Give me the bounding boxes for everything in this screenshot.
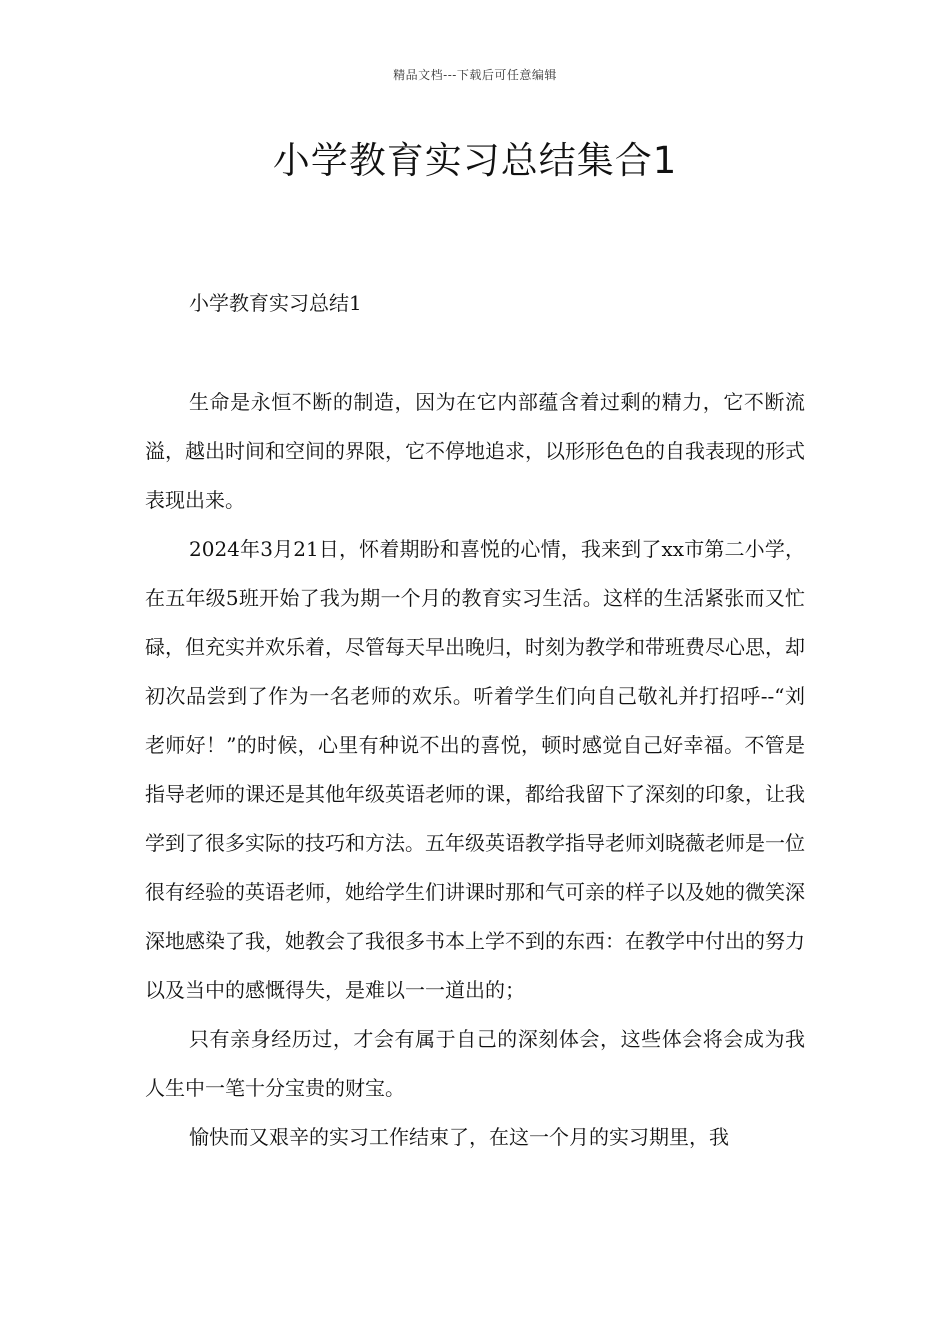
header-note: 精品文档---下载后可任意编辑 (393, 68, 557, 82)
body-text (145, 378, 805, 1162)
document-title: 小学教育实习总结集合1 (272, 139, 678, 182)
section-heading: 小学教育实习总结1 (189, 291, 362, 315)
paragraph-3: 只有亲身经历过，才会有属于自己的深刻体会，这些体会将会成为我人生中一笔十分宝贵的财宝。 (145, 1027, 805, 1100)
paragraph-1: 生命是永恒不断的制造，因为在它内部蕴含着过剩的精力，它不断流溢，越出时间和空间的界限，它不停地追求，以形形色色的自我表现的形式表现出来。 (145, 390, 805, 512)
paragraph-2: 2024年3月21日，怀着期盼和喜悦的心情，我来到了xx市第二小学，在五年级5班开始了我为期一个月的教育实习生活。这样的生活紧张而又忙碌，但充实并欢乐着，尽管每天早出晚归，时刻为教学和带班费尽心思，却初次品尝到了作为一名老师的欢乐。听着学生们向自己敬礼并打招呼--“刘老师好！”的时候，心里有种说不出的喜悦，顿时感觉自己好幸福。不管是指导老师的课还是其他年级英语老师的课，都给我留下了深刻的印象，让我学到了很多实际的技巧和方法。五年级英语教学指导老师刘晓薇老师是一位很有经验的英语老师，她给学生们讲课时那和气可亲的样子以及她的微笑深深地感染了我，她教会了我很多书本上学不到的东西：在教学中付出的努力以及当中的感慨得失，是难以一一道出的； (145, 537, 805, 1002)
paragraph-4: 愉快而又艰辛的实习工作结束了，在这一个月的实习期里，我 (189, 1125, 729, 1149)
